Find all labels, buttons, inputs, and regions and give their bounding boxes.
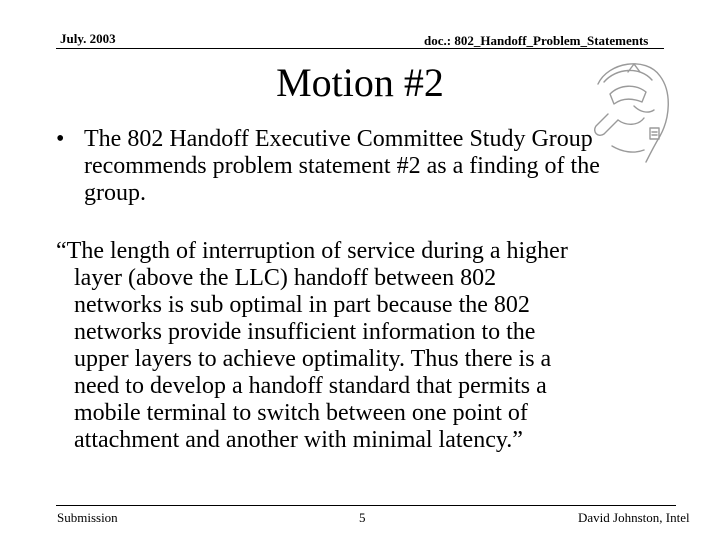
quote-line: “The length of interruption of service during a higher bbox=[56, 238, 568, 264]
header-doc-id: doc.: 802_Handoff_Problem_Statements bbox=[424, 33, 649, 48]
footer-author: David Johnston, Intel bbox=[578, 510, 690, 525]
quote-line: need to develop a handoff standard that permits a bbox=[74, 373, 547, 399]
quote-line: layer (above the LLC) handoff between 802 bbox=[74, 265, 497, 291]
quote-line: upper layers to achieve optimality. Thus there is a bbox=[74, 346, 552, 372]
bullet-item bbox=[56, 126, 626, 207]
footer-divider bbox=[56, 505, 676, 506]
quoted-problem-statement bbox=[56, 238, 676, 454]
footer-submission: Submission bbox=[57, 510, 118, 525]
bullet-symbol: • bbox=[56, 126, 65, 152]
footer-page-number: 5 bbox=[359, 510, 366, 525]
quote-line: mobile terminal to switch between one point of bbox=[74, 400, 528, 426]
bullet-text: The 802 Handoff Executive Committee Study Group recommends problem statement #2 as a finding of the group. bbox=[84, 126, 600, 206]
quote-line: networks is sub optimal in part because the 802 bbox=[74, 292, 530, 318]
header-divider bbox=[56, 48, 664, 49]
header-date: July. 2003 bbox=[60, 31, 116, 46]
quote-line: networks provide insufficient information to the bbox=[74, 319, 536, 345]
slide-title: Motion #2 bbox=[276, 60, 444, 105]
quote-line: attachment and another with minimal latency.” bbox=[74, 427, 523, 453]
